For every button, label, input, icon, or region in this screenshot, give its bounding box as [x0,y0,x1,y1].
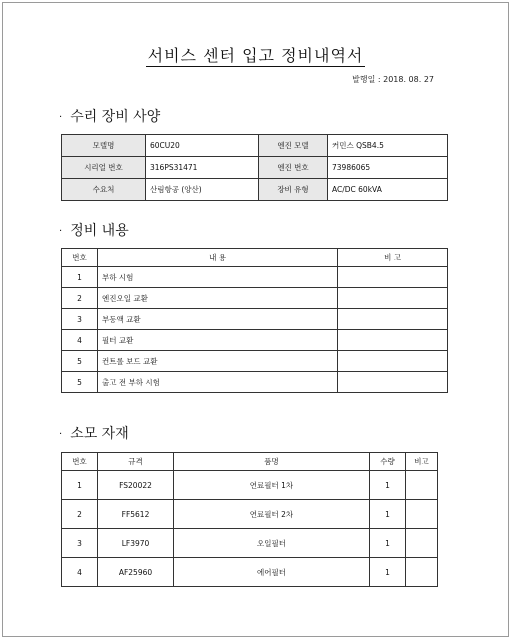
section-bullet: · [59,428,63,440]
row-number: 5 [62,351,98,372]
section-parts-heading [59,423,129,443]
spec-value: 73986065 [328,157,448,179]
table-header-row [62,249,448,267]
section-spec-heading [59,106,160,126]
document-title [3,43,508,66]
table-row [62,558,438,587]
work-content: 부하 시험 [98,267,338,288]
part-spec: LF3970 [98,529,174,558]
spec-value: 60CU20 [146,135,259,157]
work-content: 엔진오일 교환 [98,288,338,309]
row-number: 4 [62,558,98,587]
work-table [61,248,448,393]
table-row [62,135,448,157]
column-header: 비고 [406,453,438,471]
part-qty: 1 [370,558,406,587]
part-name: 에어필터 [174,558,370,587]
part-qty: 1 [370,529,406,558]
work-note [338,267,448,288]
table-row [62,372,448,393]
column-header: 규격 [98,453,174,471]
spec-label: 엔진 모델 [259,135,328,157]
work-content: 필터 교환 [98,330,338,351]
table-row [62,288,448,309]
spec-label: 장비 유형 [259,179,328,201]
work-content: 부동액 교환 [98,309,338,330]
table-row [62,471,438,500]
column-header: 수량 [370,453,406,471]
part-name: 연료필터 2차 [174,500,370,529]
parts-table [61,452,438,587]
row-number: 2 [62,500,98,529]
row-number: 4 [62,330,98,351]
section-work-title: 정비 내용 [70,223,129,239]
document-title-text: 서비스 센터 입고 정비내역서 [147,46,364,65]
issue-date: 발행일 : 2018. 08. 27 [352,75,434,84]
row-number: 3 [62,309,98,330]
part-note [406,558,438,587]
column-header: 품명 [174,453,370,471]
work-note [338,351,448,372]
part-name: 오일필터 [174,529,370,558]
table-row [62,330,448,351]
spec-value: 316PS31471 [146,157,259,179]
spec-label: 수요처 [62,179,146,201]
spec-value: 산림항공 (양산) [146,179,259,201]
part-note [406,500,438,529]
row-number: 1 [62,267,98,288]
document-page [2,2,509,637]
work-note [338,288,448,309]
work-note [338,372,448,393]
work-content: 출고 전 부하 시험 [98,372,338,393]
table-row [62,179,448,201]
column-header: 번호 [62,453,98,471]
section-bullet: · [59,225,63,237]
part-name: 연료필터 1차 [174,471,370,500]
row-number: 5 [62,372,98,393]
table-row [62,309,448,330]
spec-value: AC/DC 60kVA [328,179,448,201]
table-header-row [62,453,438,471]
work-content: 컨트롤 보드 교환 [98,351,338,372]
spec-value: 커민스 QSB4.5 [328,135,448,157]
spec-label: 모델명 [62,135,146,157]
part-spec: AF25960 [98,558,174,587]
section-work-heading [59,220,129,240]
column-header: 비 고 [338,249,448,267]
table-row [62,500,438,529]
table-row [62,351,448,372]
part-qty: 1 [370,500,406,529]
part-note [406,471,438,500]
section-spec-title: 수리 장비 사양 [70,109,161,125]
table-row [62,157,448,179]
work-note [338,330,448,351]
column-header: 내 용 [98,249,338,267]
part-note [406,529,438,558]
spec-label: 엔진 번호 [259,157,328,179]
row-number: 1 [62,471,98,500]
part-qty: 1 [370,471,406,500]
section-bullet: · [59,111,63,123]
part-spec: FF5612 [98,500,174,529]
spec-table [61,134,448,201]
table-row [62,267,448,288]
row-number: 2 [62,288,98,309]
section-parts-title: 소모 자재 [70,426,129,442]
work-note [338,309,448,330]
column-header: 번호 [62,249,98,267]
spec-label: 시리얼 번호 [62,157,146,179]
table-row [62,529,438,558]
part-spec: FS20022 [98,471,174,500]
row-number: 3 [62,529,98,558]
